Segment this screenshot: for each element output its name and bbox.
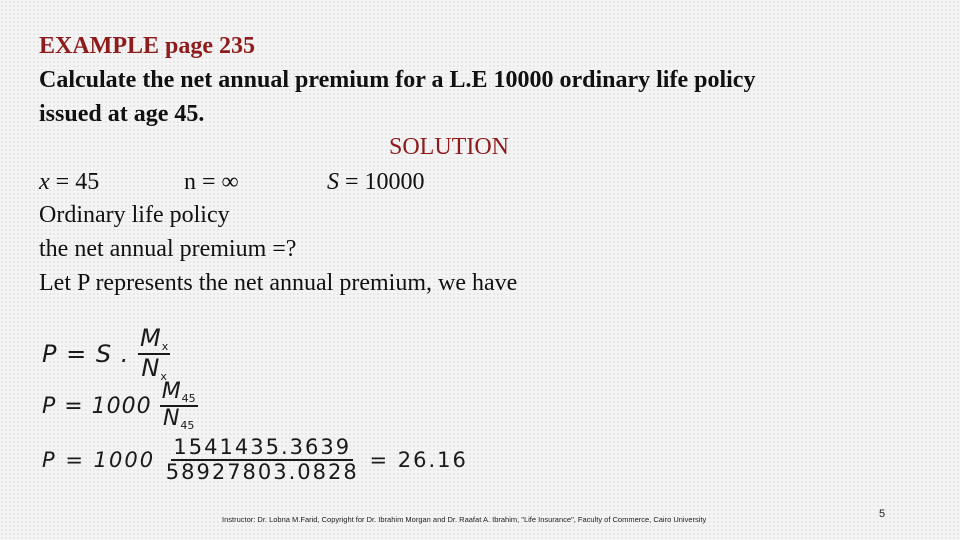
equation-3-fraction: [164, 436, 361, 484]
equation-3-denominator: 58927803.0828: [165, 460, 359, 485]
equation-2: [42, 380, 198, 432]
n-subscript: x: [160, 370, 167, 384]
equation-3-numerator: 1541435.3639: [171, 436, 353, 461]
m-symbol: M: [161, 379, 182, 404]
equation-3-lhs: P = 1000: [42, 448, 156, 473]
page-number: 5: [879, 508, 886, 520]
ordinary-life-policy-line: Ordinary life policy: [39, 202, 230, 228]
m-subscript: x: [161, 340, 169, 353]
question-line-2: issued at age 45.: [39, 101, 205, 127]
equation-1: [42, 325, 170, 383]
net-premium-question-line: the net annual premium =?: [39, 236, 297, 262]
equation-2-fraction: [160, 380, 198, 432]
solution-heading: SOLUTION: [389, 134, 509, 160]
x-variable: x: [39, 169, 50, 195]
equation-3: [42, 436, 468, 484]
s-value: = 10000: [339, 169, 425, 195]
n-symbol: N: [141, 354, 161, 383]
s-variable: S: [327, 169, 339, 195]
equation-1-lhs: P = S .: [42, 340, 130, 369]
n-subscript: 45: [180, 419, 195, 433]
question-line-1: Calculate the net annual premium for a L.E 10000 ordinary life policy: [39, 67, 756, 93]
m-symbol: M: [139, 324, 162, 352]
equation-1-fraction: [138, 325, 170, 383]
given-n: n = ∞: [184, 169, 239, 195]
given-s: [327, 168, 425, 196]
given-x: [39, 168, 99, 196]
footer-credit: Instructor: Dr. Lobna M.Farid, Copyright for Dr. Ibrahim Morgan and Dr. Raafat A. Ibrahim, "Life Insurance", Faculty of Commerce, Cairo University: [222, 515, 707, 524]
equation-1-numerator: [138, 325, 170, 355]
x-value: = 45: [49, 169, 100, 195]
n-symbol: N: [162, 406, 181, 432]
equation-2-denominator: [161, 407, 196, 432]
let-p-line: Let P represents the net annual premium, we have: [39, 270, 518, 296]
equation-2-lhs: P = 1000: [42, 393, 152, 419]
example-title: EXAMPLE page 235: [39, 33, 255, 59]
equation-3-result: = 26.16: [369, 448, 468, 473]
m-subscript: 45: [181, 392, 196, 405]
equation-2-numerator: [160, 380, 198, 407]
